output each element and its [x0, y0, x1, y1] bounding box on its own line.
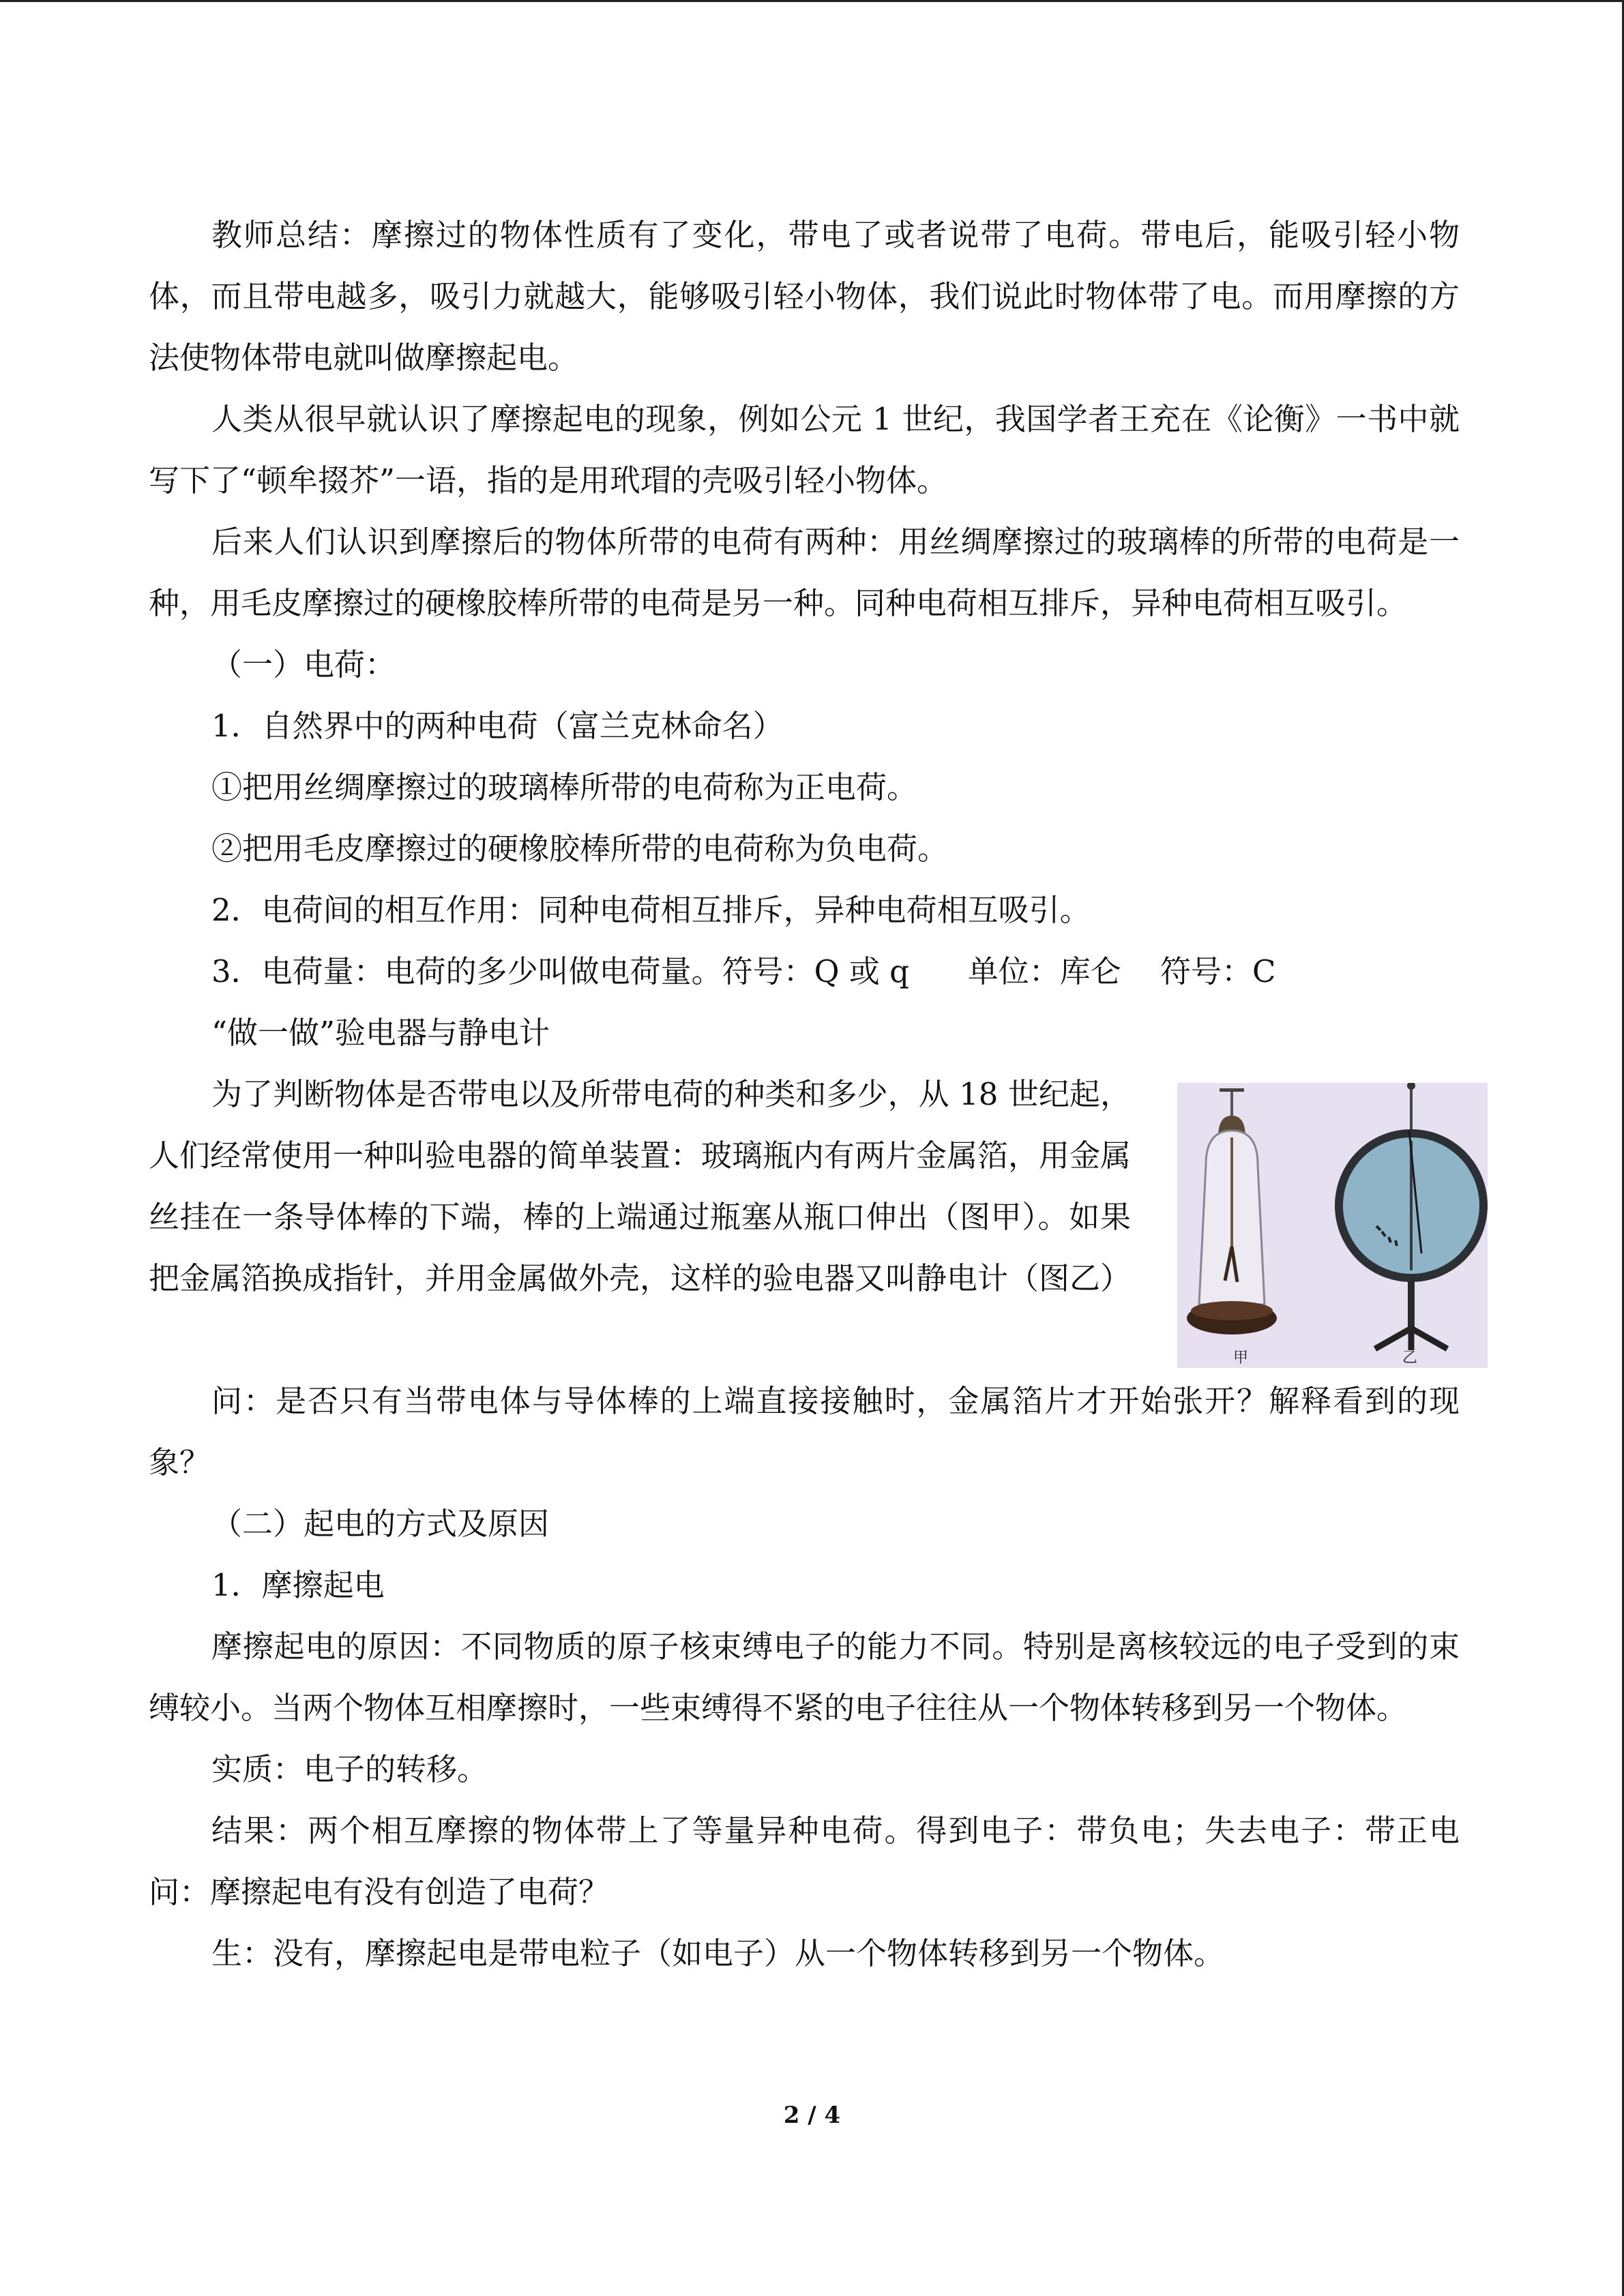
question-paragraph: 问：是否只有当带电体与导体棒的上端直接接触时，金属箔片才开始张开？解释看到的现象？ — [149, 1383, 1460, 1480]
section-title-charge: （一）电荷： — [211, 646, 396, 683]
paragraph-history: 人类从很早就认识了摩擦起电的现象，例如公元 1 世纪，我国学者王充在《论衡》一书中就写下了“顿牟掇芥”一语，指的是用玳瑁的壳吸引轻小物体。 — [149, 401, 1460, 498]
list-item-friction: 1．摩擦起电 — [211, 1567, 385, 1603]
list-item-negative: ②把用毛皮摩擦过的硬橡胶棒所带的电荷称为负电荷。 — [211, 831, 949, 867]
activity-paragraph: 为了判断物体是否带电以及所带电荷的种类和多少，从 18 世纪起，人们经常使用一种叫验电器的简单装置：玻璃瓶内有两片金属箔，用金属丝挂在一条导体棒的下端，棒的上端通过瓶塞从瓶口伸出（图甲）。如果把金属箔换成指针，并用金属做外壳，这样的验电器又叫静电计（图乙） — [149, 1076, 1132, 1296]
electroscope-text — [149, 1002, 1131, 1309]
list-item-quantity: 3．电荷量：电荷的多少叫做电荷量。符号：Q 或 q 单位：库仑 符号：C — [211, 953, 1276, 989]
electroscope-section — [149, 1002, 1460, 1371]
list-item-two-charges: 1．自然界中的两种电荷（富兰克林命名） — [211, 708, 784, 744]
figure-label-jia: 甲 — [1233, 1350, 1249, 1367]
activity-title: “做一做”验电器与静电计 — [211, 1015, 550, 1051]
paragraph-two-charges: 后来人们认识到摩擦后的物体所带的电荷有两种：用丝绸摩擦过的玻璃棒的所带的电荷是一种，用毛皮摩擦过的硬橡胶棒所带的电荷是另一种。同种电荷相互排斥，异种电荷相互吸引。 — [149, 524, 1460, 621]
friction-reason-paragraph: 摩擦起电的原因：不同物质的原子核束缚电子的能力不同。特别是离核较远的电子受到的束缚较小。当两个物体互相摩擦时，一些束缚得不紧的电子往往从一个物体转移到另一个物体。 — [149, 1628, 1460, 1726]
result-paragraph: 结果：两个相互摩擦的物体带上了等量异种电荷。得到电子：带负电；失去电子：带正电问：摩擦起电有没有创造了电荷？ — [149, 1813, 1460, 1910]
paragraph-teacher-summary: 教师总结：摩擦过的物体性质有了变化，带电了或者说带了电荷。带电后，能吸引轻小物体，而且带电越多，吸引力就越大，能够吸引轻小物体，我们说此时物体带了电。而用摩擦的方法使物体带电就叫做摩擦起电。 — [149, 217, 1460, 376]
essence-line: 实质：电子的转移。 — [211, 1751, 488, 1787]
electroscope-figure — [1177, 1083, 1488, 1368]
page-border-top — [0, 0, 1624, 2]
figure-label-yi: 乙 — [1402, 1350, 1418, 1367]
answer-line: 生：没有，摩擦起电是带电粒子（如电子）从一个物体转移到另一个物体。 — [211, 1935, 1225, 1971]
section-title-charging: （二）起电的方式及原因 — [211, 1506, 550, 1542]
list-item-interaction: 2．电荷间的相互作用：同种电荷相互排斥，异种电荷相互吸引。 — [211, 892, 1091, 928]
document-body — [149, 205, 1460, 1984]
list-item-positive: ①把用丝绸摩擦过的玻璃棒所带的电荷称为正电荷。 — [211, 769, 918, 805]
page-number: 2 / 4 — [783, 2102, 841, 2129]
